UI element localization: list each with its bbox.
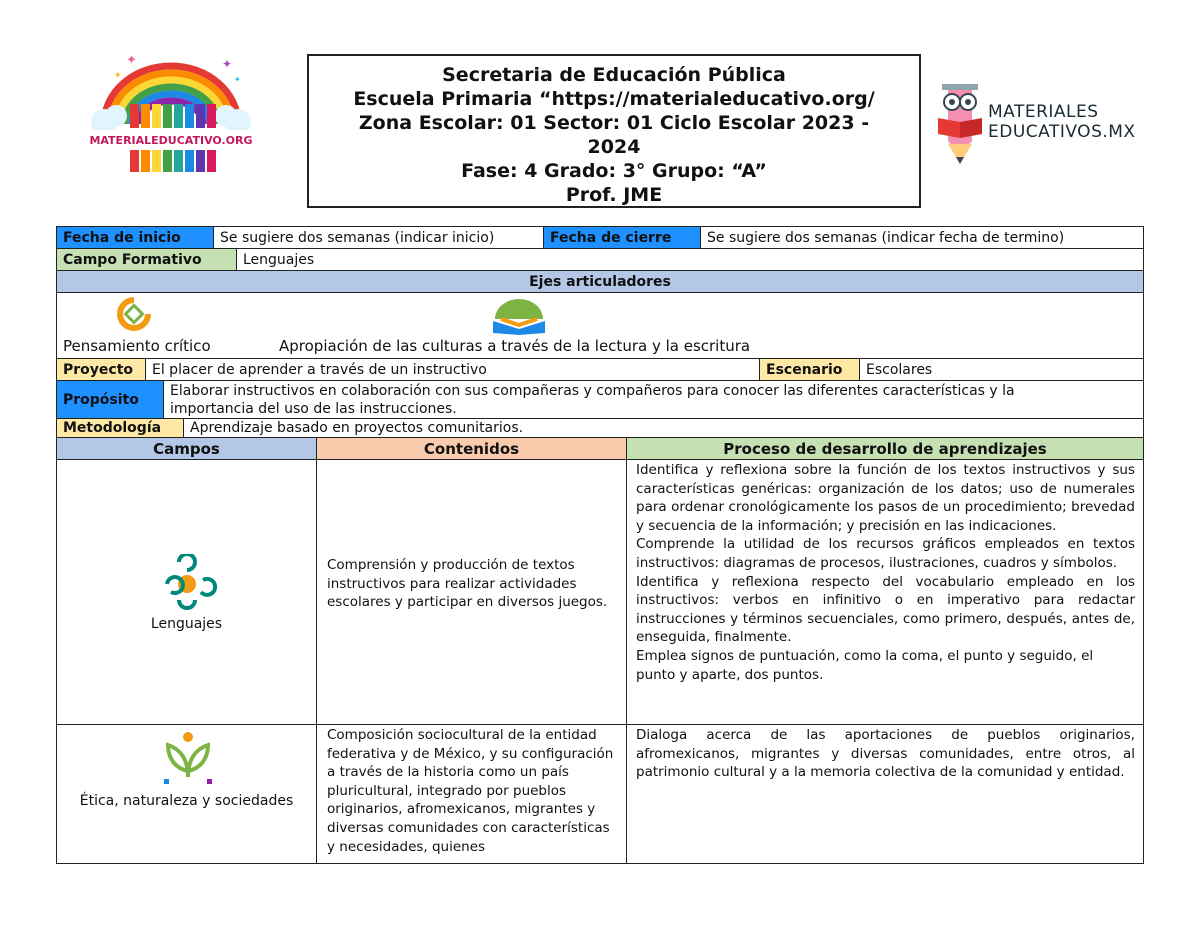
svg-text:✦: ✦ <box>114 71 122 81</box>
pensamiento-critico-icon <box>117 297 151 333</box>
fechas-row <box>56 226 1144 248</box>
etica-naturaleza-icon <box>160 729 216 785</box>
logo-right-line-2: EDUCATIVOS.MX <box>988 122 1136 142</box>
materiales-educativos-logo <box>932 72 1172 172</box>
ejes-items-row <box>56 292 1144 358</box>
campo-name: Ética, naturaleza y sociedades <box>79 793 294 809</box>
fecha-cierre-label: Fecha de cierre <box>544 227 701 248</box>
svg-text:✦: ✦ <box>126 53 137 68</box>
col-proceso: Proceso de desarrollo de aprendizajes <box>627 438 1143 459</box>
proyecto-row <box>56 358 1144 380</box>
campo-cell <box>57 725 317 863</box>
proceso-item: Identifica y reflexiona respecto del vocabulario empleado en los instructivos: verbos en infinitivo o en imperativo para redactar instrucciones y términos secuenciales, como primero, después, antes de, enseguida, finalmente. <box>636 573 1135 646</box>
campo-formativo-value: Lenguajes <box>243 251 315 268</box>
proyecto-label: Proyecto <box>57 359 146 380</box>
metodologia-label: Metodología <box>57 419 184 437</box>
col-campos: Campos <box>57 438 317 459</box>
proceso-item: Comprende la utilidad de los recursos gráficos empleados en textos instructivos: diagramas de procesos, ilustraciones, cuadros y símbolos. <box>636 536 1135 571</box>
logo-right-line-1: MATERIALES <box>988 102 1099 122</box>
metodologia-row <box>56 418 1144 437</box>
escenario-label: Escenario <box>760 359 860 380</box>
proposito-label: Propósito <box>57 381 164 418</box>
header-line-2: Escuela Primaria “https://materialeducativo.org/ <box>353 88 875 110</box>
apropiacion-culturas-icon <box>489 295 549 335</box>
campo-cell <box>57 460 317 724</box>
lenguajes-icon <box>157 554 217 614</box>
header-line-1: Secretaria de Educación Pública <box>442 64 786 86</box>
proposito-row <box>56 380 1144 418</box>
proceso-item: Identifica y reflexiona sobre la función de los textos instructivos y sus características genéricas: organización de los datos; uso de numerales para ordenar cronológicamente los pasos de un procedimiento; brevedad y secuencia de la información; y precisión en las indicaciones. <box>636 462 1135 534</box>
proposito-line-1: Elaborar instructivos en colaboración con sus compañeras y compañeros para conocer las diferentes características y la <box>170 383 1015 399</box>
header-line-6: Prof. JME <box>565 184 663 206</box>
contenido-cell: Comprensión y producción de textos instructivos para realizar actividades escolares y participar en diversos juegos. <box>317 460 627 724</box>
header-line-3: Zona Escolar: 01 Sector: 01 Ciclo Escolar 2023 - <box>358 112 870 134</box>
ejes-title: Ejes articuladores <box>529 273 671 290</box>
col-contenidos: Contenidos <box>317 438 627 459</box>
svg-text:✦: ✦ <box>234 75 241 84</box>
header-box <box>307 54 921 208</box>
logo-left-text: MATERIALEDUCATIVO.ORG <box>89 134 253 147</box>
fecha-inicio-value: Se sugiere dos semanas (indicar inicio) <box>214 227 544 248</box>
proposito-line-2: importancia del uso de las instrucciones. <box>170 401 457 417</box>
table-row <box>56 459 1144 724</box>
table-row <box>56 724 1144 864</box>
escenario-value: Escolares <box>866 361 933 378</box>
campo-formativo-label: Campo Formativo <box>57 249 237 270</box>
proceso-item: Emplea signos de puntuación, como la coma, el punto y seguido, el punto y aparte, dos puntos. <box>636 647 1094 683</box>
materialeducativo-logo <box>82 46 260 178</box>
svg-text:✦: ✦ <box>222 57 233 71</box>
fecha-inicio-label: Fecha de inicio <box>57 227 214 248</box>
campo-name: Lenguajes <box>150 616 223 632</box>
campo-formativo-row <box>56 248 1144 270</box>
ejes-title-row <box>56 270 1144 292</box>
proceso-item: Dialoga acerca de las aportaciones de pueblos originarios, afromexicanos, migrantes y diversas comunidades, entre otros, al patrimonio cultural y a la memoria colectiva de la comunidad y entidad. <box>636 727 1135 781</box>
eje-pensamiento-critico: Pensamiento crítico <box>63 337 211 355</box>
columns-header-row <box>56 437 1144 459</box>
eje-apropiacion-culturas: Apropiación de las culturas a través de la lectura y la escritura <box>279 337 751 355</box>
proyecto-value: El placer de aprender a través de un instructivo <box>146 359 760 380</box>
proceso-cell <box>627 725 1143 863</box>
fecha-cierre-value: Se sugiere dos semanas (indicar fecha de termino) <box>707 229 1065 246</box>
contenido-cell: Composición sociocultural de la entidad federativa y de México, y su configuración a través de la historia como un país pluricultural, integrado por pueblos originarios, afromexicanos, migrantes y diversas comunidades con características y necesidades, quienes <box>317 725 627 863</box>
header-line-5: Fase: 4 Grado: 3° Grupo: “A” <box>461 160 767 182</box>
header-line-4: 2024 <box>587 136 641 158</box>
planeacion-table <box>56 226 1144 864</box>
proceso-cell <box>627 460 1143 724</box>
metodologia-value: Aprendizaje basado en proyectos comunitarios. <box>190 420 524 436</box>
proposito-value <box>170 382 1015 418</box>
